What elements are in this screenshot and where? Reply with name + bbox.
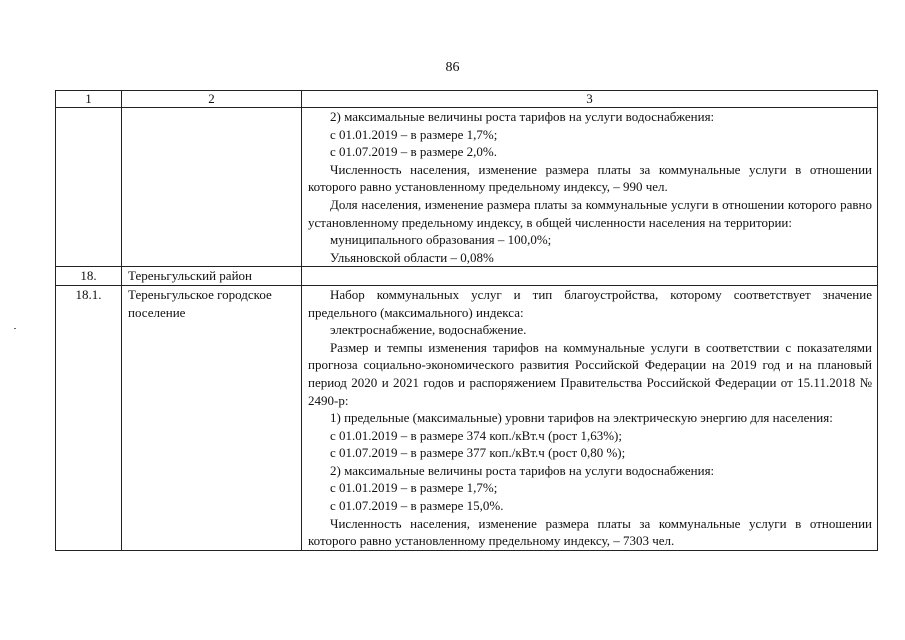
paragraph: с 01.07.2019 – в размере 377 коп./кВт.ч (рост 0,80 %); — [330, 445, 626, 461]
paragraph: Численность населения, изменение размера платы за коммунальные услуги в отношении которого равно установленному предельному индексу, – 7303 чел. — [308, 515, 872, 549]
table-row — [56, 285, 878, 550]
table-header-row — [56, 91, 878, 108]
row-number: 18. — [56, 267, 122, 286]
paragraph: 2) максимальные величины роста тарифов на услуги водоснабжения: — [330, 109, 715, 124]
paragraph: с 01.07.2019 – в размере 2,0%. — [330, 144, 497, 160]
paragraph: Ульяновской области – 0,08% — [330, 249, 494, 265]
table-row — [56, 108, 878, 267]
paragraph: Численность населения, изменение размера платы за коммунальные услуги в отношении которого равно установленному предельному индексу, – 990 чел. — [308, 161, 872, 195]
paragraph: с 01.01.2019 – в размере 1,7%; — [330, 126, 498, 142]
paragraph: Доля населения, изменение размера платы за коммунальные услуги в отношении которого равно установленному предельному индексу, в общей численности населения на территории: — [308, 196, 872, 230]
territory-name — [122, 108, 302, 267]
paragraph: с 01.07.2019 – в размере 15,0%. — [330, 498, 504, 514]
column-header-3: 3 — [302, 91, 878, 108]
territory-name: Тереньгульское городское поселение — [122, 285, 302, 550]
page-number: 86 — [445, 60, 460, 75]
paragraph: электроснабжение, водоснабжение. — [330, 322, 527, 338]
paragraph: 2) максимальные величины роста тарифов на услуги водоснабжения: — [330, 462, 715, 478]
scan-mark — [14, 328, 16, 329]
tariff-table — [55, 90, 878, 551]
territory-name: Тереньгульский район — [122, 267, 302, 286]
paragraph: Размер и темпы изменения тарифов на коммунальные услуги в соответствии с показателями прогноза социально-экономического развития Российской Федерации на 2019 год и на плановый период 2020 и 2021 годов и распоряжением Правительства Российской Федерации от 15.11.2018 № 2490-р: — [308, 339, 872, 408]
paragraph: Набор коммунальных услуг и тип благоустройства, которому соответствует значение предельного (максимального) индекса: — [308, 286, 872, 320]
row-content — [302, 108, 878, 267]
paragraph: с 01.01.2019 – в размере 1,7%; — [330, 480, 498, 496]
paragraph: с 01.01.2019 – в размере 374 коп./кВт.ч (рост 1,63%); — [330, 427, 622, 443]
row-content — [302, 285, 878, 550]
row-number — [56, 108, 122, 267]
column-header-2: 2 — [122, 91, 302, 108]
paragraph: 1) предельные (максимальные) уровни тарифов на электрическую энергию для населения: — [330, 410, 833, 426]
row-number: 18.1. — [56, 285, 122, 550]
paragraph: муниципального образования – 100,0%; — [330, 232, 552, 248]
row-content — [302, 267, 878, 286]
column-header-1: 1 — [56, 91, 122, 108]
table-row — [56, 267, 878, 286]
